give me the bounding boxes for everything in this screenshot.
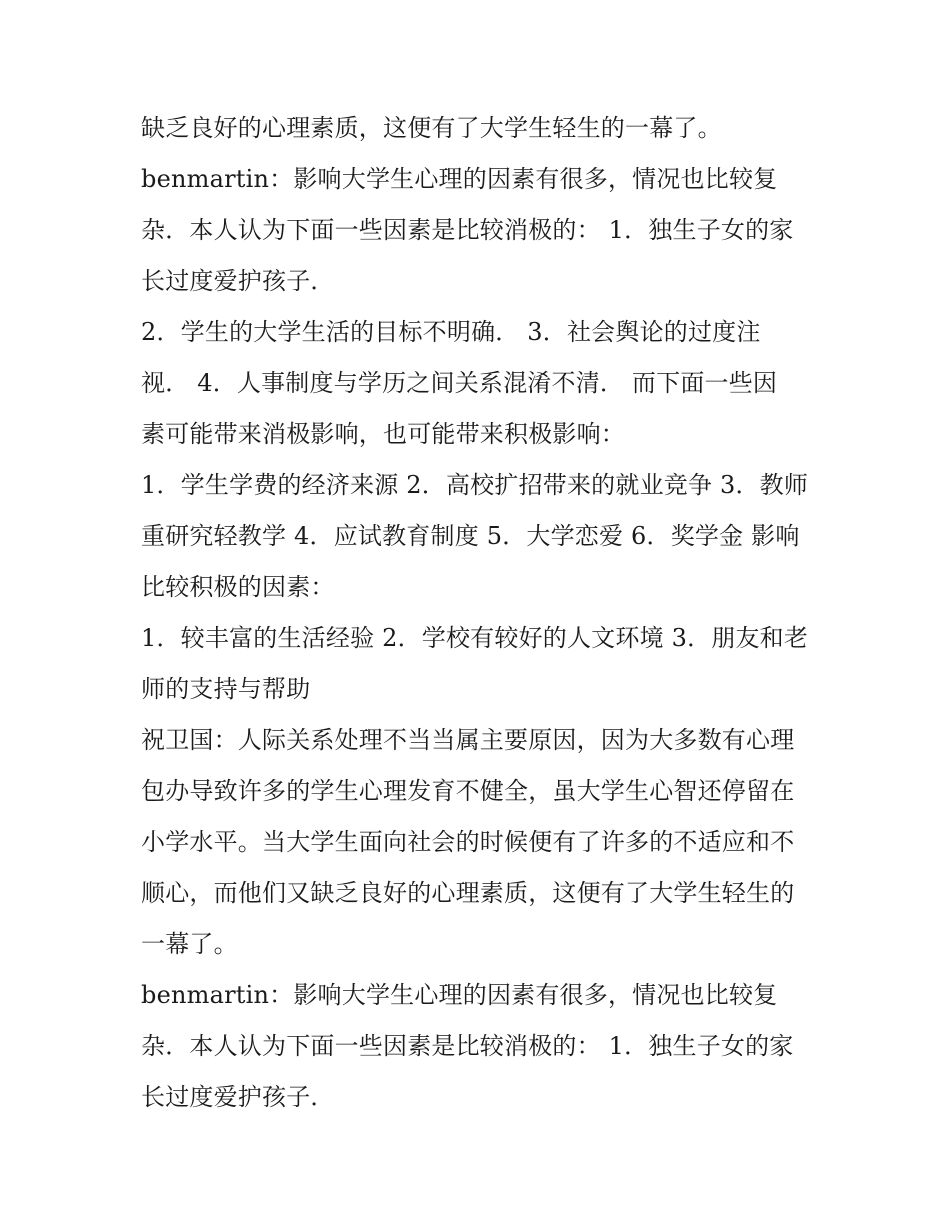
text-line: 杂．本人认为下面一些因素是比较消极的： 1．独生子女的家 bbox=[141, 1032, 794, 1060]
document-body bbox=[141, 103, 821, 1123]
text-line: benmartin：影响大学生心理的因素有很多，情况也比较复 bbox=[141, 981, 778, 1009]
text-line: 包办导致许多的学生心理发育不健全，虽大学生心智还停留在 bbox=[141, 777, 795, 805]
text-line: 缺乏良好的心理素质，这便有了大学生轻生的一幕了。 bbox=[141, 114, 722, 142]
text-line: 一幕了。 bbox=[141, 930, 238, 958]
text-line: 1．较丰富的生活经验 2．学校有较好的人文环境 3．朋友和老 bbox=[141, 624, 809, 652]
text-line: 师的支持与帮助 bbox=[141, 675, 311, 703]
text-line: 杂．本人认为下面一些因素是比较消极的： 1．独生子女的家 bbox=[141, 216, 794, 244]
text-line: 长过度爱护孩子． bbox=[141, 1083, 335, 1111]
text-line: 比较积极的因素： bbox=[141, 573, 335, 601]
text-line: 小学水平。当大学生面向社会的时候便有了许多的不适应和不 bbox=[141, 828, 795, 856]
text-line: 1．学生学费的经济来源 2．高校扩招带来的就业竞争 3．教师 bbox=[141, 471, 809, 499]
text-line: 祝卫国：人际关系处理不当当属主要原因，因为大多数有心理 bbox=[141, 726, 795, 754]
text-line: benmartin：影响大学生心理的因素有很多，情况也比较复 bbox=[141, 165, 778, 193]
text-line: 素可能带来消极影响，也可能带来积极影响： bbox=[141, 420, 625, 448]
text-line: 2．学生的大学生活的目标不明确． 3．社会舆论的过度注 bbox=[141, 318, 761, 346]
text-line: 重研究轻教学 4．应试教育制度 5．大学恋爱 6．奖学金 影响 bbox=[141, 522, 800, 550]
text-line: 长过度爱护孩子． bbox=[141, 267, 335, 295]
text-line: 视． 4．人事制度与学历之间关系混淆不清． 而下面一些因 bbox=[141, 369, 778, 397]
text-line: 顺心，而他们又缺乏良好的心理素质，这便有了大学生轻生的 bbox=[141, 879, 795, 907]
